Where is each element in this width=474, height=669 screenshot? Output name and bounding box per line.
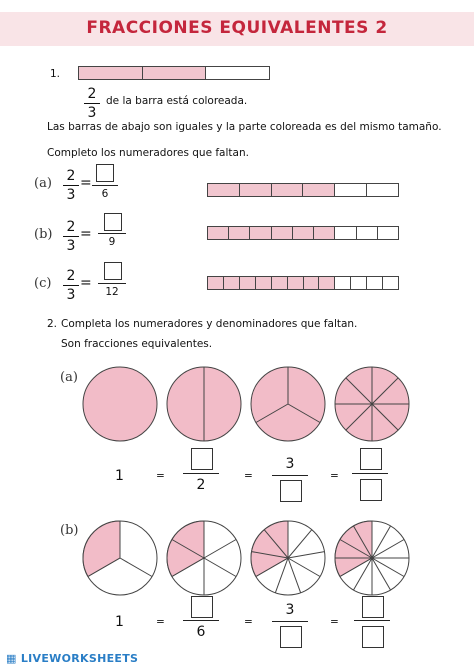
q1-fraction bbox=[84, 86, 100, 121]
q2-b-f2-den-box[interactable] bbox=[280, 626, 302, 648]
q1-item-c-fraction bbox=[63, 268, 79, 303]
q2-a-f2-den-box[interactable] bbox=[280, 480, 302, 502]
fraction-num: 2 bbox=[66, 168, 76, 184]
bar-segment bbox=[378, 227, 398, 239]
fraction-line bbox=[183, 473, 219, 474]
bar-segment bbox=[143, 67, 207, 79]
page-title: FRACCIONES EQUIVALENTES 2 bbox=[86, 18, 388, 38]
q1-item-b-answer-box[interactable] bbox=[104, 213, 122, 231]
bar-segment bbox=[367, 277, 383, 289]
fraction-line bbox=[92, 185, 118, 186]
q2-b-label: (b) bbox=[60, 523, 79, 538]
equals-sign: = bbox=[156, 470, 165, 482]
bar-segment bbox=[272, 277, 288, 289]
q2-b-f1-den: 6 bbox=[196, 624, 206, 640]
bar-segment bbox=[229, 227, 250, 239]
q1-item-b-fraction bbox=[63, 219, 79, 254]
q2-number: 2. bbox=[47, 318, 58, 330]
q2-b-circles bbox=[80, 518, 420, 598]
equals-sign: = bbox=[330, 616, 339, 628]
q2-b-f3-num-input[interactable] bbox=[363, 599, 383, 619]
fraction-den: 3 bbox=[66, 187, 76, 203]
q1-item-c-answer-input[interactable] bbox=[105, 267, 121, 283]
bar-segment bbox=[240, 277, 256, 289]
bar-segment bbox=[206, 67, 269, 79]
brand-icon: ▦ bbox=[6, 652, 17, 665]
q1-instruction-1: Las barras de abajo son iguales y la parte coloreada es del mismo tamaño. bbox=[47, 121, 442, 133]
bar-segment bbox=[351, 277, 367, 289]
q2-b-f1-num-input[interactable] bbox=[192, 599, 212, 619]
equals-sign: = bbox=[80, 175, 92, 191]
fraction-circle bbox=[83, 367, 157, 441]
equals-sign: = bbox=[156, 616, 165, 628]
q1-item-a-label: (a) bbox=[34, 176, 52, 191]
bar-segment bbox=[357, 227, 378, 239]
q2-a-circles bbox=[80, 364, 420, 444]
q1-item-b-label: (b) bbox=[34, 227, 53, 242]
q1-item-c-den: 12 bbox=[105, 286, 119, 298]
fraction-line bbox=[183, 620, 219, 621]
equals-sign: = bbox=[244, 470, 253, 482]
q2-b-f3-den-box[interactable] bbox=[362, 626, 384, 648]
liveworksheets-logo[interactable] bbox=[6, 652, 138, 665]
q2-b-left-value: 1 bbox=[115, 614, 124, 630]
bar-segment bbox=[303, 184, 335, 196]
bar-segment bbox=[208, 184, 240, 196]
q1-item-a-bar bbox=[207, 183, 399, 197]
q1-fraction-den: 3 bbox=[87, 105, 97, 121]
q2-a-f1-den: 2 bbox=[196, 477, 206, 493]
bar-segment bbox=[367, 184, 398, 196]
q2-instruction-2: Son fracciones equivalentes. bbox=[61, 338, 213, 350]
q2-a-f3-den-input[interactable] bbox=[361, 482, 381, 502]
bar-segment bbox=[335, 277, 351, 289]
fraction-line bbox=[98, 283, 126, 284]
q2-b-f3-num-box[interactable] bbox=[362, 596, 384, 618]
footer bbox=[0, 649, 474, 669]
q1-fraction-num: 2 bbox=[87, 86, 97, 102]
fraction-den: 3 bbox=[66, 287, 76, 303]
q2-a-f2-den-input[interactable] bbox=[281, 483, 301, 503]
q1-number: 1. bbox=[50, 68, 61, 80]
bar-segment bbox=[240, 184, 272, 196]
q2-a-label: (a) bbox=[60, 370, 78, 385]
q1-item-b-answer-input[interactable] bbox=[105, 218, 121, 234]
q2-b-f2-den-input[interactable] bbox=[281, 629, 301, 649]
q1-item-c-label: (c) bbox=[34, 276, 52, 291]
equals-sign: = bbox=[80, 226, 92, 242]
q2-a-f3-den-box[interactable] bbox=[360, 479, 382, 501]
equals-sign: = bbox=[80, 275, 92, 291]
bar-segment bbox=[314, 227, 335, 239]
fraction-num: 2 bbox=[66, 268, 76, 284]
bar-segment bbox=[304, 277, 320, 289]
q1-item-a-den: 6 bbox=[101, 188, 109, 200]
fraction-line bbox=[352, 473, 388, 474]
q1-instruction-2: Completo los numeradores que faltan. bbox=[47, 147, 249, 159]
q1-item-b-bar bbox=[207, 226, 399, 240]
brand-name: LIVEWORKSHEETS bbox=[20, 652, 139, 665]
q1-item-b-den: 9 bbox=[108, 236, 116, 248]
q1-item-a-answer-input[interactable] bbox=[97, 169, 113, 185]
q2-a-f2-num: 3 bbox=[285, 456, 295, 472]
q2-b-f3-den-input[interactable] bbox=[363, 629, 383, 649]
q2-a-f3-num-box[interactable] bbox=[360, 448, 382, 470]
bar-segment bbox=[383, 277, 398, 289]
bar-segment bbox=[272, 227, 293, 239]
bar-segment bbox=[335, 227, 356, 239]
bar-segment bbox=[272, 184, 304, 196]
q2-a-f1-num-input[interactable] bbox=[192, 451, 212, 471]
q2-a-f1-num-box[interactable] bbox=[191, 448, 213, 470]
bar-segment bbox=[250, 227, 271, 239]
q1-top-bar bbox=[78, 66, 270, 80]
fraction-den: 3 bbox=[66, 238, 76, 254]
q2-a-left-value: 1 bbox=[115, 468, 124, 484]
bar-segment bbox=[288, 277, 304, 289]
bar-segment bbox=[208, 277, 224, 289]
bar-segment bbox=[335, 184, 367, 196]
bar-segment bbox=[79, 67, 143, 79]
fraction-line bbox=[354, 620, 390, 621]
q1-statement: de la barra está coloreada. bbox=[106, 95, 248, 107]
bar-segment bbox=[256, 277, 272, 289]
bar-segment bbox=[319, 277, 335, 289]
fraction-num: 2 bbox=[66, 219, 76, 235]
q2-b-f2-num: 3 bbox=[285, 602, 295, 618]
fraction-line bbox=[272, 621, 308, 622]
q2-a-f3-num-input[interactable] bbox=[361, 451, 381, 471]
q1-item-a-answer-box[interactable] bbox=[96, 164, 114, 182]
equals-sign: = bbox=[244, 616, 253, 628]
bar-segment bbox=[224, 277, 240, 289]
fraction-line bbox=[272, 475, 308, 476]
q1-item-c-bar bbox=[207, 276, 399, 290]
bar-segment bbox=[293, 227, 314, 239]
bar-segment bbox=[208, 227, 229, 239]
q1-item-a-fraction bbox=[63, 168, 79, 203]
q2-instruction-1: Completa los numeradores y denominadores que faltan. bbox=[61, 318, 358, 330]
q1-item-c-answer-box[interactable] bbox=[104, 262, 122, 280]
q2-b-f1-num-box[interactable] bbox=[191, 596, 213, 618]
fraction-line bbox=[98, 233, 126, 234]
equals-sign: = bbox=[330, 470, 339, 482]
